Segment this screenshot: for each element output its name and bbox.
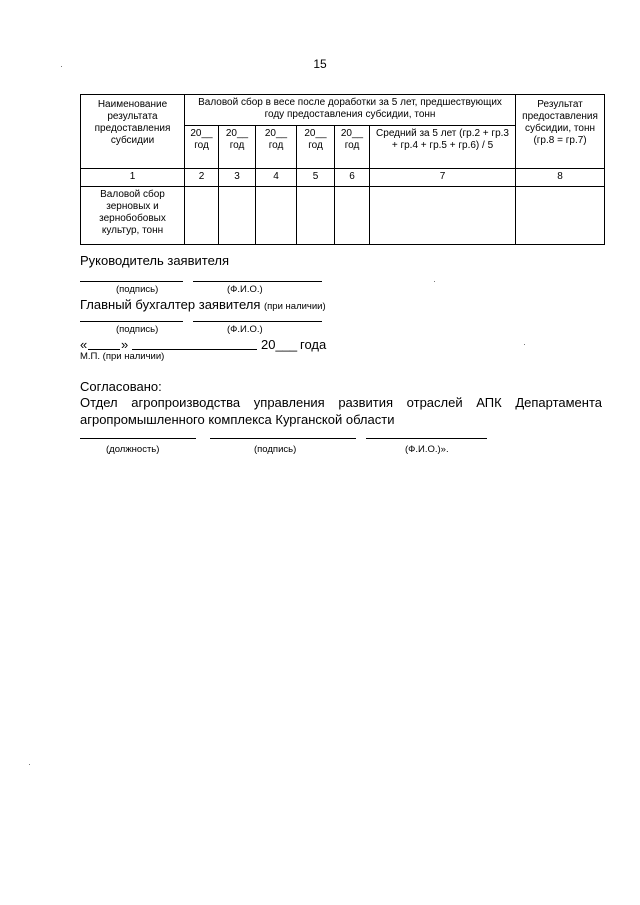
year-value: 20__	[190, 128, 213, 139]
column-number: 6	[335, 169, 370, 187]
year-value: 20__	[225, 128, 249, 139]
table-cell	[185, 187, 219, 245]
day-line	[88, 349, 120, 350]
year-value: 20__	[304, 128, 327, 139]
year-value: 20__	[340, 128, 364, 139]
signature-label: (подпись)	[116, 284, 159, 295]
date-year-word: года	[300, 337, 327, 352]
chief-accountant-title-text: Главный бухгалтер заявителя	[80, 297, 261, 312]
year-cell-3	[256, 126, 297, 169]
applicant-head-title: Руководитель заявителя	[80, 253, 229, 268]
name-label: (Ф.И.О.)».	[405, 444, 449, 455]
year-cell-4	[297, 126, 335, 169]
header-harvest: Валовой сбор в весе после доработки за 5 лет, предшествующих году предоставления субсидии, тонн	[185, 95, 516, 126]
year-cell-5	[335, 126, 370, 169]
name-label: (Ф.И.О.)	[227, 284, 263, 295]
column-number: 8	[516, 169, 605, 187]
approval-department-line2: агропромышленного комплекса Курганской области	[80, 412, 395, 427]
approval-department-line1: Отдел агропроизводства управления развития отраслей АПК Департамента	[80, 395, 602, 410]
scan-speck	[61, 66, 62, 67]
table-cell	[370, 187, 516, 245]
signature-label: (подпись)	[116, 324, 159, 335]
header-result-value: Результат предоставления субсидии, тонн (гр.8 = гр.7)	[516, 95, 605, 169]
position-line	[80, 438, 196, 439]
table-cell	[297, 187, 335, 245]
year-label: год	[344, 140, 360, 151]
year-label: год	[194, 140, 209, 151]
page-number: 15	[313, 57, 327, 71]
year-cell-2	[219, 126, 256, 169]
month-line	[132, 349, 257, 350]
name-label: (Ф.И.О.)	[227, 324, 263, 335]
table-cell	[335, 187, 370, 245]
chief-accountant-note: (при наличии)	[264, 301, 326, 312]
signature-line	[80, 281, 183, 282]
signature-label: (подпись)	[254, 444, 297, 455]
date-quote-open: «	[80, 337, 88, 352]
signature-line	[80, 321, 183, 322]
column-number: 1	[81, 169, 185, 187]
year-label: год	[308, 140, 323, 151]
scan-speck	[434, 281, 435, 282]
header-average: Средний за 5 лет (гр.2 + гр.3 + гр.4 + гр.5 + гр.6) / 5	[370, 126, 516, 169]
scan-speck	[29, 764, 30, 765]
name-line	[193, 321, 322, 322]
scan-speck	[524, 344, 525, 345]
row-label-grain: Валовой сбор зерновых и зернобобовых культур, тонн	[81, 187, 185, 245]
year-label: год	[268, 140, 284, 151]
table-cell	[516, 187, 605, 245]
column-number: 3	[219, 169, 256, 187]
year-value: 20__	[264, 128, 288, 139]
name-line	[366, 438, 487, 439]
year-cell-1	[185, 126, 219, 169]
date-year-prefix: 20___	[261, 337, 298, 352]
table-cell	[256, 187, 297, 245]
column-number: 5	[297, 169, 335, 187]
signature-line	[210, 438, 356, 439]
position-label: (должность)	[106, 444, 160, 455]
header-result-name: Наименование результата предоставления субсидии	[81, 95, 185, 169]
stamp-note: М.П. (при наличии)	[80, 351, 165, 362]
column-number: 7	[370, 169, 516, 187]
column-number: 4	[256, 169, 297, 187]
approval-title: Согласовано:	[80, 379, 162, 394]
harvest-table	[80, 94, 605, 245]
name-line	[193, 281, 322, 282]
chief-accountant-title	[80, 297, 326, 312]
table-cell	[219, 187, 256, 245]
year-label: год	[229, 140, 245, 151]
date-quote-close: »	[121, 337, 129, 352]
column-number: 2	[185, 169, 219, 187]
